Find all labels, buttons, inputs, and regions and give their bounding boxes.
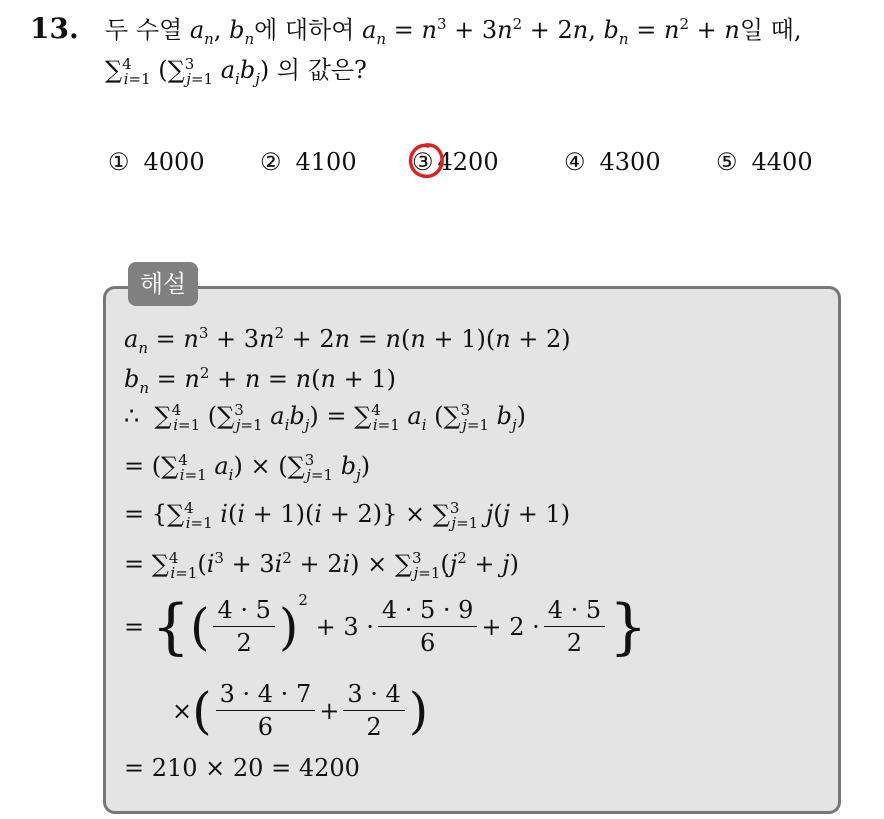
choice-value-3: 4200 xyxy=(437,148,499,176)
choice-mark-3: ③ xyxy=(412,148,434,176)
solution-line-8: × ( $\frac{3 \cdot 4 \cdot 7}{6}$ + $\frac{3 \cdot 4}{2}$ ) xyxy=(172,680,429,741)
solution-line-7: = { ( $\frac{4 \cdot 5}{2}$ ) 2 + 3 · $\frac{4 \cdot 5 \cdot 9}{6}$ + 2 · $\frac{4 \cdot 5}{2}$ } xyxy=(124,591,648,662)
solution-line-4: = (∑$^4_{i=1}$ $a_i) \times (\sum^3_{j=1}$ $b_j$) xyxy=(124,451,371,484)
red-circle-mark-icon xyxy=(406,141,446,181)
choice-mark-4: ④ xyxy=(564,148,586,176)
solution-final: = 210 × 20 = 4200 xyxy=(124,754,360,782)
choice-5[interactable] xyxy=(716,148,813,176)
problem-line-2 xyxy=(105,54,367,86)
choices xyxy=(108,148,828,184)
choice-mark-2: ② xyxy=(260,148,282,176)
choice-value-2: 4100 xyxy=(295,148,357,176)
problem-number: 13. xyxy=(30,12,79,45)
choice-4[interactable] xyxy=(564,148,661,176)
choice-value-5: 4400 xyxy=(751,148,813,176)
solution-line-3: ∴ ∑$^4_{i=1}$ (∑$^3_{j=1}$ $a_ib_j) = \sum^4_{i=1}$ $a_i$ (∑$^3_{j=1}$ $b_j$) xyxy=(124,401,527,434)
times-sign: × xyxy=(172,696,193,725)
choice-1[interactable] xyxy=(108,148,205,176)
solution-tag: 해설 xyxy=(128,262,198,306)
solution-line-2: $b_n = n^2 + n = n(n + 1)$ xyxy=(124,364,396,397)
problem-text-3: 일 때, xyxy=(739,16,802,44)
problem-line-1: 두 수열 $a_n$, $b_n$에 대하여 $a_n = n^3 + 3n^2 + 2n$, $b_n = n^2 + n$일 때, xyxy=(105,15,802,48)
choice-value-1: 4000 xyxy=(143,148,205,176)
choice-mark-1: ① xyxy=(108,148,130,176)
choice-mark-5: ⑤ xyxy=(716,148,738,176)
choice-mark-3-wrap xyxy=(412,148,438,176)
choice-3[interactable] xyxy=(412,148,499,176)
an-formula: = $n^3 + 3n^2 + 2n$, xyxy=(393,15,596,44)
solution-line-5: = {∑$^4_{i=1}$ i(i + 1)(i + 2)} × ∑$^3_{j=1}$ j(j + 1) xyxy=(124,499,571,532)
problem-question: 의 값은? xyxy=(269,56,367,84)
sum-expression: ∑$^4_{i=1}$ (∑$^3_{j=1}$ $a_ib_j$) xyxy=(105,55,270,88)
choice-2[interactable] xyxy=(260,148,357,176)
bn-formula: = $n^2 + n$ xyxy=(636,15,740,44)
solution-line-6: = $\sum^4_{i=1}(i^3 + 3i^2 + 2i) \times \sum^3_{j=1}(j^2 + j)$ xyxy=(124,549,519,582)
problem-text-1: 두 수열 xyxy=(105,16,190,44)
solution-line-1: $a_n = n^3 + 3n^2 + 2n = n(n + 1)(n + 2)$ xyxy=(124,324,571,357)
choice-value-4: 4300 xyxy=(599,148,661,176)
problem-text-2: 에 대하여 xyxy=(254,16,363,44)
